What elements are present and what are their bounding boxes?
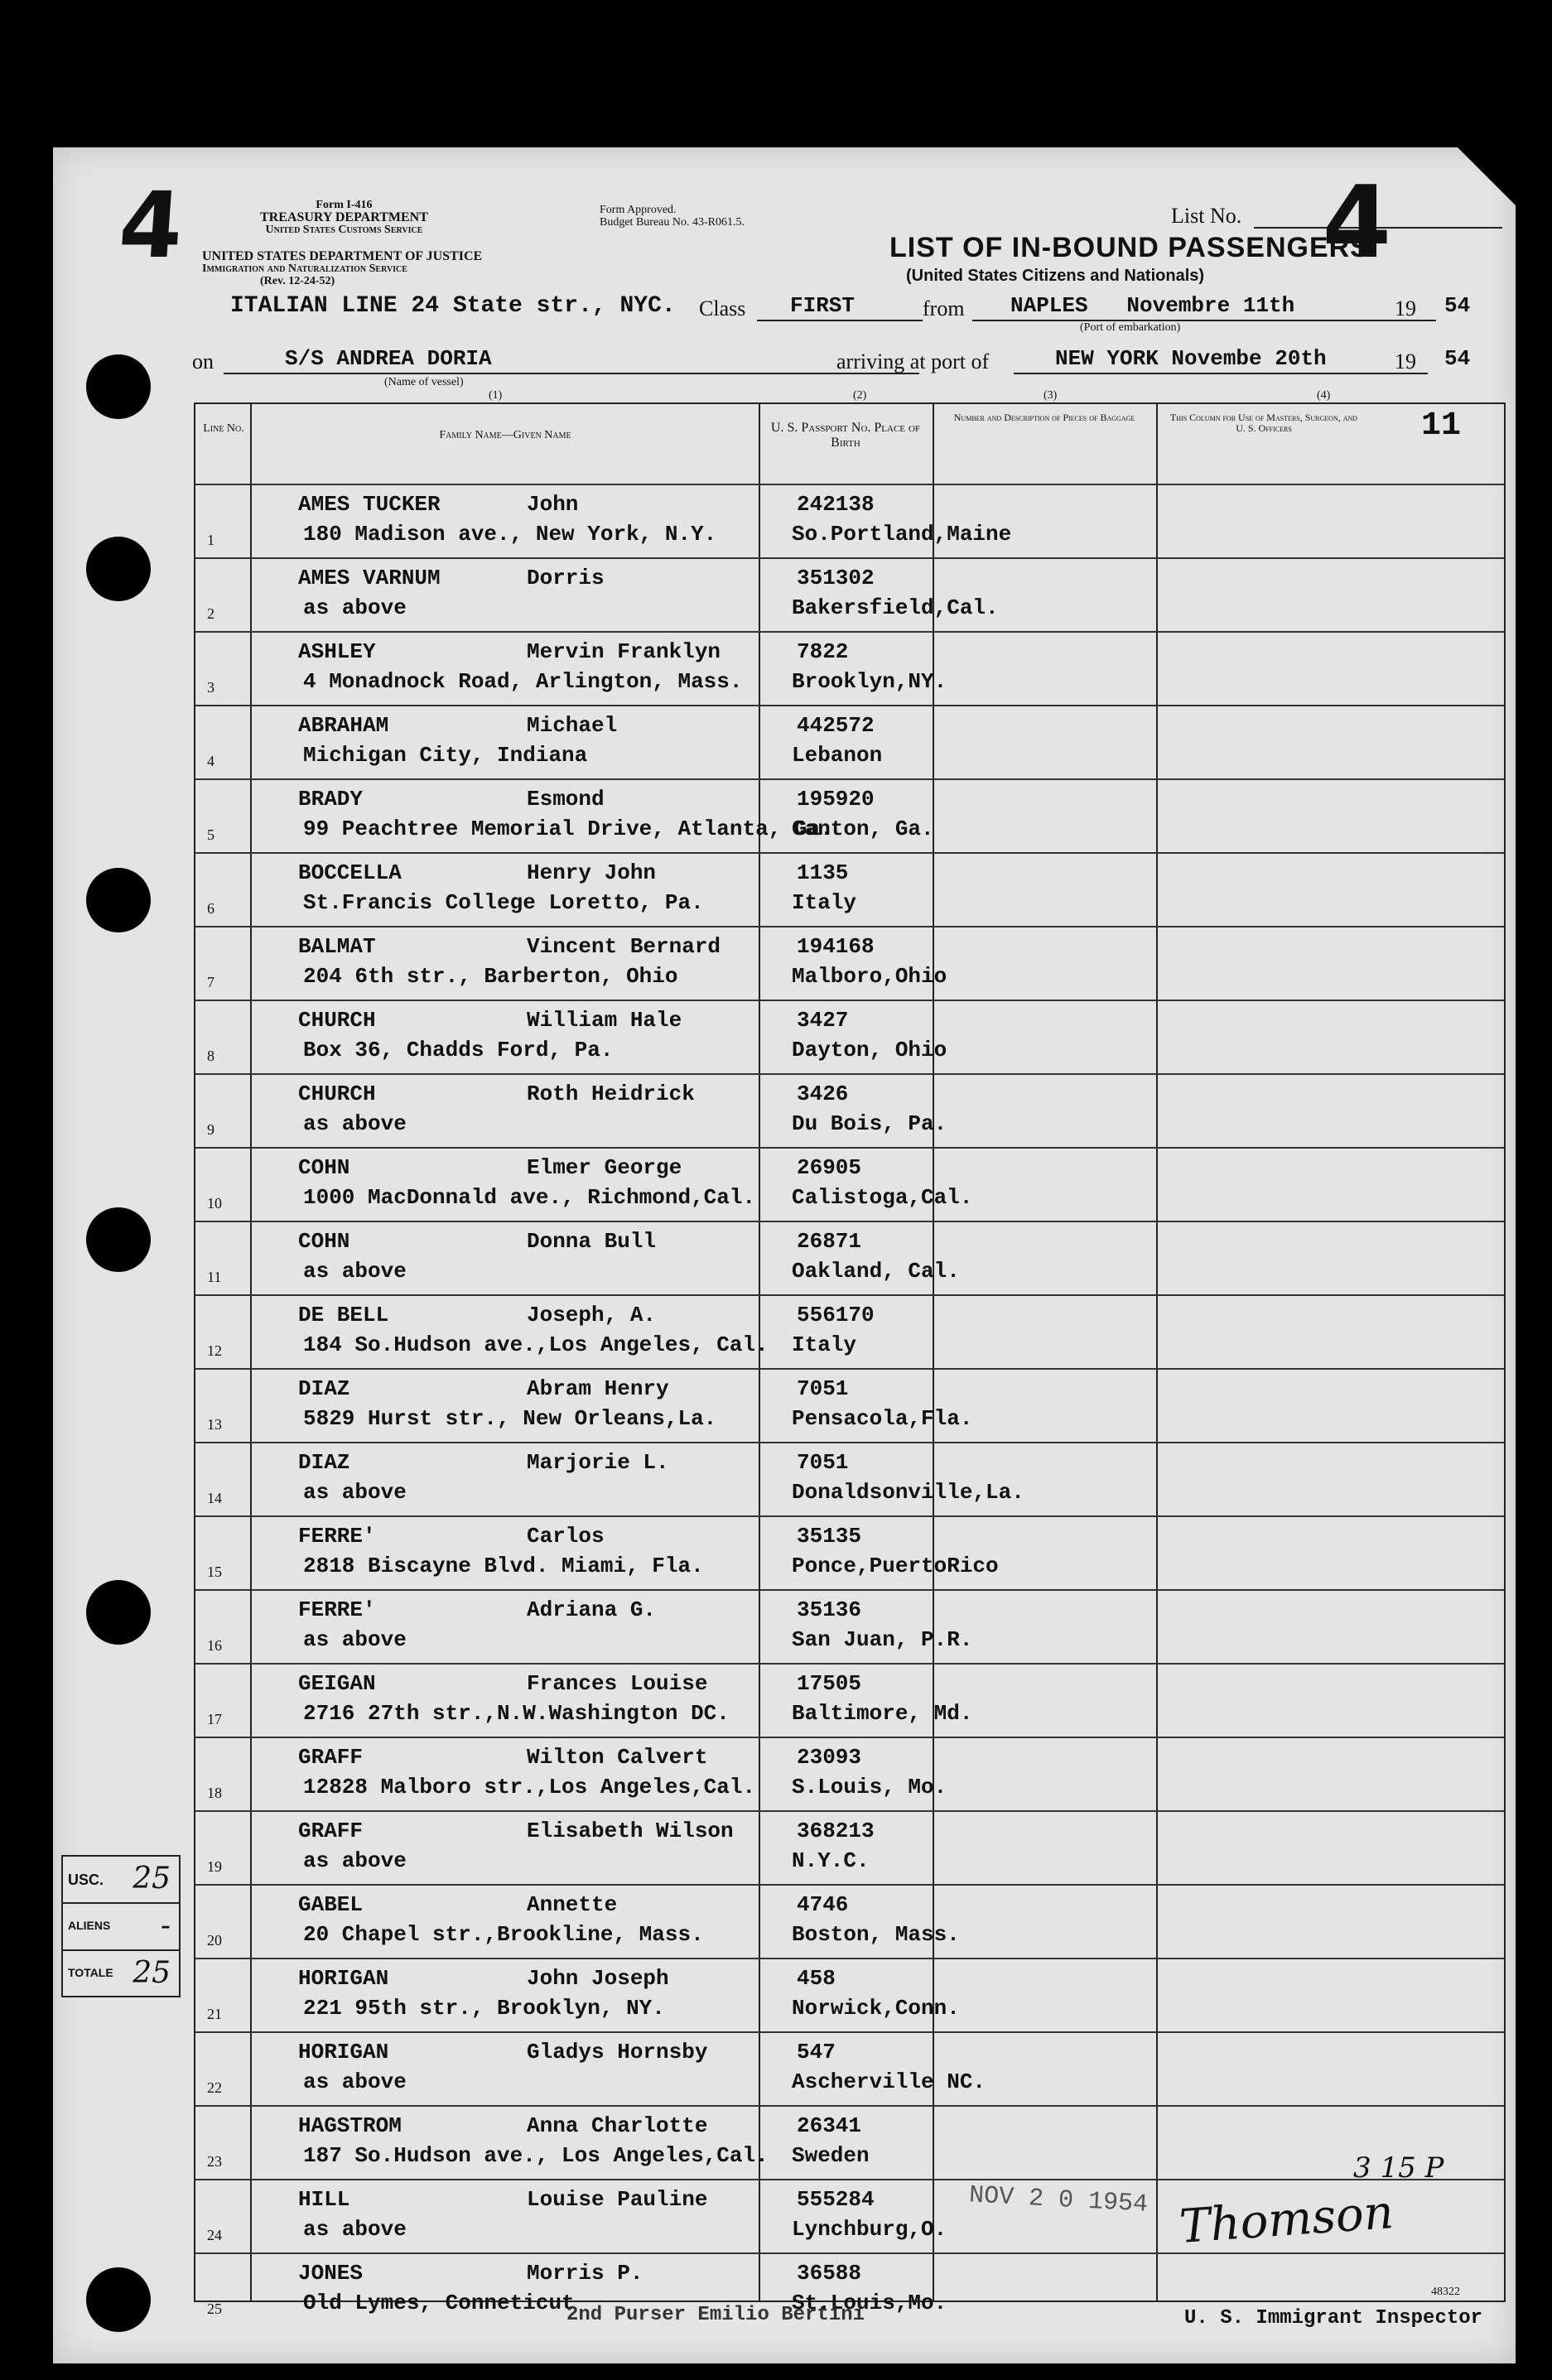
given-name: Mervin Franklyn — [527, 639, 721, 664]
family-name: AMES VARNUM — [298, 566, 441, 590]
line-number: 20 — [207, 1932, 222, 1949]
list-number: 4 — [1322, 166, 1391, 281]
punch-hole — [86, 1580, 151, 1645]
tally-box — [61, 1855, 181, 1997]
given-name: Gladys Hornsby — [527, 2040, 708, 2064]
table-row — [195, 1810, 1504, 1884]
address: 184 So.Hudson ave.,Los Angeles, Cal. — [303, 1332, 769, 1357]
place-of-birth: Lynchburg,O. — [792, 2217, 947, 2242]
treasury-label: TREASURY DEPARTMENT — [260, 210, 428, 224]
place-of-birth: Boston, Mass. — [792, 1922, 960, 1947]
line-number: 21 — [207, 2006, 222, 2022]
address: as above — [303, 1627, 407, 1652]
place-of-birth: Calistoga,Cal. — [792, 1185, 973, 1210]
table-row — [195, 1663, 1504, 1737]
year-suffix: 54 — [1444, 293, 1471, 318]
place-of-birth: Italy — [792, 890, 857, 915]
place-of-birth: S.Louis, Mo. — [792, 1775, 947, 1799]
punch-hole — [86, 2267, 151, 2332]
table-row — [195, 1884, 1504, 1958]
list-no-label: List No. — [1171, 204, 1242, 228]
class-label: Class — [699, 296, 746, 320]
revision-label: (Rev. 12-24-52) — [260, 275, 335, 287]
family-name: ASHLEY — [298, 639, 376, 664]
address: 2818 Biscayne Blvd. Miami, Fla. — [303, 1554, 704, 1578]
line-number: 13 — [207, 1416, 222, 1433]
place-of-birth: St.Louis,Mo. — [792, 2291, 947, 2315]
family-name: HAGSTROM — [298, 2113, 402, 2138]
line-number: 7 — [207, 974, 214, 990]
given-name: Annette — [527, 1892, 618, 1917]
given-name: William Hale — [527, 1008, 682, 1033]
class-value: FIRST — [790, 293, 856, 318]
given-name: John Joseph — [527, 1966, 669, 1991]
aliens-value: - — [160, 1909, 171, 1943]
line-number: 24 — [207, 2227, 222, 2243]
vessel-name: S/S ANDREA DORIA — [285, 346, 492, 371]
inspector-label: U. S. Immigrant Inspector — [1184, 2307, 1483, 2329]
punch-hole — [86, 354, 151, 419]
address: 12828 Malboro str.,Los Angeles,Cal. — [303, 1775, 756, 1799]
place-of-birth: So.Portland,Maine — [792, 522, 1012, 547]
family-name: DIAZ — [298, 1376, 350, 1401]
given-name: Abram Henry — [527, 1376, 669, 1401]
line-number: 16 — [207, 1637, 222, 1654]
family-name: AMES TUCKER — [298, 492, 441, 517]
address: 99 Peachtree Memorial Drive, Atlanta, Ga. — [303, 817, 833, 841]
given-name: Joseph, A. — [527, 1303, 657, 1327]
list-title: LIST OF IN-BOUND PASSENGERS — [889, 232, 1370, 263]
sheet-number: 4 — [115, 172, 187, 278]
place-of-birth: Dayton, Ohio — [792, 1038, 947, 1062]
passport-number: 195920 — [797, 787, 875, 812]
table-row — [195, 778, 1504, 852]
punch-hole — [86, 868, 151, 932]
table-row — [195, 1147, 1504, 1221]
passport-number: 1135 — [797, 860, 849, 885]
header-passport: U. S. Passport No. Place of Birth — [770, 421, 921, 450]
manifest-sheet — [53, 147, 1516, 2363]
line-number: 1 — [207, 532, 214, 548]
col-marker-3: (3) — [1044, 389, 1058, 402]
shipping-agent: ITALIAN LINE 24 State str., NYC. — [230, 293, 676, 319]
purser-name: 2nd Purser Emilio Bertini — [566, 2304, 865, 2326]
line-number: 3 — [207, 679, 214, 696]
address: St.Francis College Loretto, Pa. — [303, 890, 704, 915]
table-row — [195, 1958, 1504, 2031]
family-name: FERRE' — [298, 1597, 376, 1622]
given-name: Esmond — [527, 787, 605, 812]
family-name: HILL — [298, 2187, 350, 2212]
family-name: ABRAHAM — [298, 713, 389, 738]
passport-number: 7051 — [797, 1450, 849, 1475]
family-name: DIAZ — [298, 1450, 350, 1475]
inspector-signature: Thomson — [1178, 2185, 1395, 2254]
given-name: Morris P. — [527, 2261, 643, 2286]
passport-number: 351302 — [797, 566, 875, 590]
passenger-rows — [195, 484, 1504, 2326]
handwritten-annotation: 3 15 P — [1353, 2151, 1444, 2185]
punch-hole — [86, 537, 151, 601]
page-count: 11 — [1421, 407, 1462, 445]
table-row — [195, 484, 1504, 557]
address: Michigan City, Indiana — [303, 743, 588, 768]
passport-number: 3426 — [797, 1082, 849, 1106]
address: as above — [303, 1111, 407, 1136]
passport-number: 4746 — [797, 1892, 849, 1917]
given-name: Carlos — [527, 1524, 605, 1549]
given-name: Donna Bull — [527, 1229, 657, 1254]
place-of-birth: Canton, Ga. — [792, 817, 934, 841]
address: Old Lymes, Conneticut — [303, 2291, 575, 2315]
form-approved-line: Form Approved. — [600, 204, 677, 216]
port-rule — [972, 320, 1436, 321]
form-approved — [600, 204, 745, 229]
family-name: HORIGAN — [298, 1966, 389, 1991]
col-marker-4: (4) — [1317, 389, 1331, 402]
line-number: 2 — [207, 605, 214, 622]
table-row — [195, 1442, 1504, 1515]
place-of-birth: San Juan, P.R. — [792, 1627, 973, 1652]
place-of-birth: Donaldsonville,La. — [792, 1480, 1024, 1505]
vessel-caption: (Name of vessel) — [384, 376, 464, 388]
place-of-birth: Ponce,PuertoRico — [792, 1554, 999, 1578]
address: as above — [303, 595, 407, 620]
family-name: GRAFF — [298, 1745, 364, 1770]
header-baggage: Number and Description of Pieces of Baggage — [953, 412, 1135, 423]
date-stamp: NOV 2 0 1954 — [968, 2181, 1149, 2219]
arrival-value: NEW YORK Novembe 20th — [1055, 346, 1327, 371]
customs-label: United States Customs Service — [265, 224, 423, 236]
place-of-birth: Pensacola,Fla. — [792, 1406, 973, 1431]
form-number: Form I-416 — [316, 199, 373, 211]
class-rule — [757, 320, 923, 321]
line-number: 22 — [207, 2079, 222, 2096]
given-name: Wilton Calvert — [527, 1745, 708, 1770]
line-number: 12 — [207, 1342, 222, 1359]
given-name: Elmer George — [527, 1155, 682, 1180]
line-number: 4 — [207, 753, 214, 769]
given-name: Henry John — [527, 860, 657, 885]
family-name: DE BELL — [298, 1303, 389, 1327]
given-name: Michael — [527, 713, 618, 738]
passport-number: 458 — [797, 1966, 836, 1991]
col-marker-2: (2) — [853, 389, 867, 402]
place-of-birth: N.Y.C. — [792, 1848, 870, 1873]
punch-hole — [86, 1207, 151, 1272]
arrival-rule — [1014, 373, 1428, 374]
address: 180 Madison ave., New York, N.Y. — [303, 522, 717, 547]
given-name: Vincent Bernard — [527, 934, 721, 959]
address: as above — [303, 2217, 407, 2242]
header-line-no: Line No. — [203, 422, 244, 435]
passport-number: 35136 — [797, 1597, 862, 1622]
address: 204 6th str., Barberton, Ohio — [303, 964, 678, 989]
passport-number: 547 — [797, 2040, 836, 2064]
given-name: Elisabeth Wilson — [527, 1819, 734, 1843]
tally-total — [63, 1951, 179, 1997]
form-number-footer: 48322 — [1431, 2286, 1460, 2298]
budget-bureau-line: Budget Bureau No. 43-R061.5. — [600, 216, 745, 229]
usc-label: USC. — [68, 1872, 104, 1888]
given-name: Dorris — [527, 566, 605, 590]
address: as above — [303, 1259, 407, 1284]
total-label: TOTALE — [68, 1966, 113, 1979]
family-name: FERRE' — [298, 1524, 376, 1549]
aliens-label: ALIENS — [68, 1919, 111, 1932]
table-row — [195, 1515, 1504, 1589]
place-of-birth: Baltimore, Md. — [792, 1701, 973, 1726]
passport-number: 23093 — [797, 1745, 862, 1770]
folded-corner — [1458, 147, 1516, 205]
col-marker-1: (1) — [489, 389, 503, 402]
given-name: Adriana G. — [527, 1597, 657, 1622]
line-number: 17 — [207, 1711, 222, 1727]
table-row — [195, 631, 1504, 705]
address: 2716 27th str.,N.W.Washington DC. — [303, 1701, 730, 1726]
table-row — [195, 1073, 1504, 1147]
arriving-label: arriving at port of — [836, 349, 990, 373]
place-of-birth: Norwick,Conn. — [792, 1996, 960, 2021]
passport-number: 555284 — [797, 2187, 875, 2212]
family-name: BRADY — [298, 787, 364, 812]
family-name: BOCCELLA — [298, 860, 402, 885]
table-row — [195, 557, 1504, 631]
address: 4 Monadnock Road, Arlington, Mass. — [303, 669, 743, 694]
given-name: Frances Louise — [527, 1671, 708, 1696]
passport-number: 26905 — [797, 1155, 862, 1180]
address: 1000 MacDonnald ave., Richmond,Cal. — [303, 1185, 756, 1210]
line-number: 19 — [207, 1858, 222, 1875]
passport-number: 242138 — [797, 492, 875, 517]
passport-number: 7822 — [797, 639, 849, 664]
place-of-birth: Brooklyn,NY. — [792, 669, 947, 694]
passport-number: 17505 — [797, 1671, 862, 1696]
line-number: 23 — [207, 2153, 222, 2170]
family-name: COHN — [298, 1155, 350, 1180]
passport-number: 36588 — [797, 2261, 862, 2286]
table-row — [195, 1221, 1504, 1294]
line-number: 9 — [207, 1121, 214, 1138]
given-name: Louise Pauline — [527, 2187, 708, 2212]
passport-number: 368213 — [797, 1819, 875, 1843]
table-row — [195, 1737, 1504, 1810]
family-name: CHURCH — [298, 1082, 376, 1106]
table-row — [195, 2031, 1504, 2105]
passport-number: 556170 — [797, 1303, 875, 1327]
total-value: 25 — [133, 1956, 171, 1990]
address: 5829 Hurst str., New Orleans,La. — [303, 1406, 717, 1431]
family-name: GABEL — [298, 1892, 364, 1917]
passport-number: 35135 — [797, 1524, 862, 1549]
line-number: 18 — [207, 1785, 222, 1801]
passport-number: 26341 — [797, 2113, 862, 2138]
justice-label: UNITED STATES DEPARTMENT OF JUSTICE — [202, 249, 483, 263]
year-prefix: 19 — [1395, 296, 1416, 320]
line-number: 11 — [207, 1269, 222, 1285]
passport-number: 194168 — [797, 934, 875, 959]
form-id-block — [260, 199, 428, 236]
justice-block — [202, 250, 482, 287]
place-of-birth: Oakland, Cal. — [792, 1259, 960, 1284]
line-number: 25 — [207, 2301, 222, 2317]
place-of-birth: Italy — [792, 1332, 857, 1357]
passport-number: 3427 — [797, 1008, 849, 1033]
family-name: BALMAT — [298, 934, 376, 959]
family-name: JONES — [298, 2261, 364, 2286]
given-name: Roth Heidrick — [527, 1082, 695, 1106]
table-row — [195, 1368, 1504, 1442]
family-name: GEIGAN — [298, 1671, 376, 1696]
ins-label: Immigration and Naturalization Service — [202, 263, 407, 275]
vessel-rule — [224, 373, 919, 374]
place-of-birth: Sweden — [792, 2143, 870, 2168]
address: as above — [303, 2069, 407, 2094]
given-name: Anna Charlotte — [527, 2113, 708, 2138]
line-number: 6 — [207, 900, 214, 917]
table-row — [195, 2105, 1504, 2179]
family-name: COHN — [298, 1229, 350, 1254]
port-caption: (Port of embarkation) — [1080, 321, 1181, 334]
passport-number: 442572 — [797, 713, 875, 738]
passport-number: 7051 — [797, 1376, 849, 1401]
place-of-birth: Lebanon — [792, 743, 883, 768]
place-of-birth: Du Bois, Pa. — [792, 1111, 947, 1136]
passport-number: 26871 — [797, 1229, 862, 1254]
table-row — [195, 1294, 1504, 1368]
line-number: 10 — [207, 1195, 222, 1212]
line-number: 15 — [207, 1563, 222, 1580]
address: Box 36, Chadds Ford, Pa. — [303, 1038, 614, 1062]
on-label: on — [192, 349, 214, 373]
address: as above — [303, 1480, 407, 1505]
given-name: Marjorie L. — [527, 1450, 669, 1475]
table-row — [195, 705, 1504, 778]
address: 221 95th str., Brooklyn, NY. — [303, 1996, 665, 2021]
family-name: CHURCH — [298, 1008, 376, 1033]
family-name: HORIGAN — [298, 2040, 389, 2064]
from-label: from — [923, 296, 965, 320]
place-of-birth: Ascherville NC. — [792, 2069, 986, 2094]
table-row — [195, 1589, 1504, 1663]
place-of-birth: Malboro,Ohio — [792, 964, 947, 989]
line-number: 14 — [207, 1490, 222, 1506]
tally-aliens — [63, 1904, 179, 1951]
table-row — [195, 1000, 1504, 1073]
address: 20 Chapel str.,Brookline, Mass. — [303, 1922, 704, 1947]
family-name: GRAFF — [298, 1819, 364, 1843]
place-of-birth: Bakersfield,Cal. — [792, 595, 999, 620]
header-name: Family Name—Given Name — [439, 429, 571, 441]
address: as above — [303, 1848, 407, 1873]
given-name: John — [527, 492, 579, 517]
line-number: 5 — [207, 826, 214, 843]
embarkation-port: NAPLES Novembre 11th — [1010, 293, 1295, 318]
list-subtitle: (United States Citizens and Nationals) — [906, 267, 1205, 285]
header-officers: This Column for Use of Masters, Surgeon, and U. S. Officers — [1169, 412, 1358, 434]
line-number: 8 — [207, 1048, 214, 1064]
tally-usc — [63, 1857, 179, 1904]
address: 187 So.Hudson ave., Los Angeles,Cal. — [303, 2143, 769, 2168]
table-row — [195, 926, 1504, 1000]
arrival-year-suffix: 54 — [1444, 346, 1471, 371]
table-row — [195, 852, 1504, 926]
arrival-year-prefix: 19 — [1395, 349, 1416, 373]
usc-value: 25 — [133, 1862, 171, 1896]
